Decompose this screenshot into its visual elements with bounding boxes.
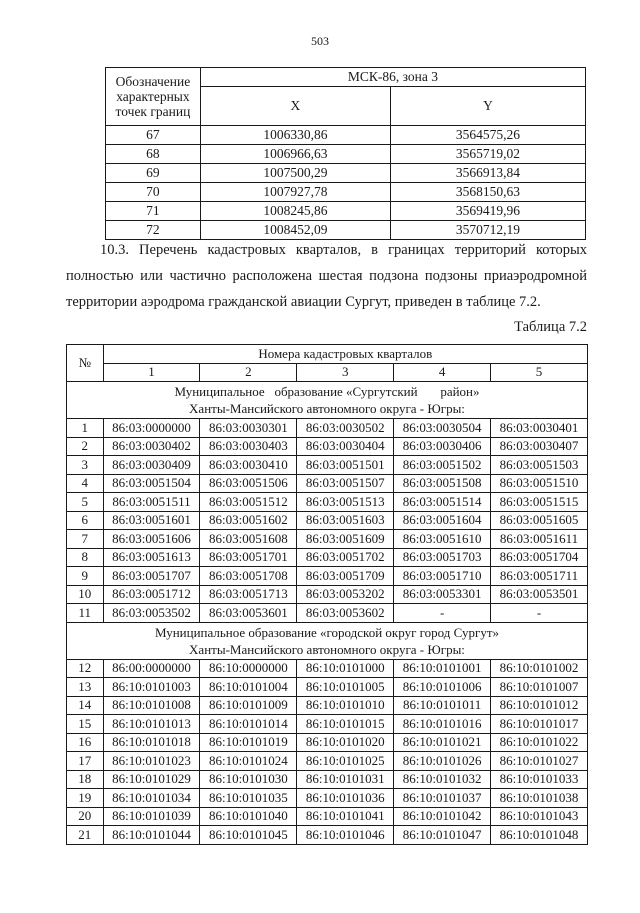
table-row — [67, 789, 588, 808]
table-row — [106, 126, 586, 145]
cadastral-number-cell: 86:03:0051506 — [200, 474, 297, 493]
column-number: 3 — [297, 363, 394, 382]
cadastral-number-cell: 86:03:0051515 — [491, 493, 588, 512]
cadastral-number-cell: 86:03:0051604 — [394, 511, 491, 530]
cadastral-number-cell: 86:10:0101041 — [297, 807, 394, 826]
cadastral-number-cell: 86:03:0053602 — [297, 604, 394, 623]
cadastral-number-cell: 86:03:0051601 — [103, 511, 200, 530]
table-row — [106, 202, 586, 221]
row-number: 4 — [67, 474, 104, 493]
cadastral-number-cell: 86:03:0051501 — [297, 456, 394, 475]
cadastral-number-cell: 86:03:0051710 — [394, 567, 491, 586]
x-cell: 1007927,78 — [200, 183, 390, 202]
cadastral-number-cell: 86:10:0101019 — [200, 733, 297, 752]
cadastral-number-cell: 86:10:0101021 — [394, 733, 491, 752]
cadastral-number-cell: 86:03:0051613 — [103, 548, 200, 567]
paragraph-10-3 — [66, 237, 587, 315]
cadastral-number-cell: 86:03:0051704 — [491, 548, 588, 567]
cadastral-number-cell: 86:03:0030301 — [200, 419, 297, 438]
cadastral-number-cell: 86:00:0000000 — [103, 659, 200, 678]
cadastral-number-cell: 86:10:0101004 — [200, 678, 297, 697]
cadastral-number-cell: - — [491, 604, 588, 623]
table-row — [67, 511, 588, 530]
paragraph-line: территории аэродрома гражданской авиации Сургут, приведен в таблице 7.2. — [66, 294, 541, 310]
table-row — [67, 826, 588, 845]
cadastral-number-cell: 86:10:0101012 — [491, 696, 588, 715]
cadastral-number-cell: 86:10:0101037 — [394, 789, 491, 808]
cadastral-number-cell: 86:10:0101006 — [394, 678, 491, 697]
column-number: 2 — [200, 363, 297, 382]
table-row — [67, 604, 588, 623]
cadastral-number-cell: 86:10:0101035 — [200, 789, 297, 808]
cadastral-number-cell: 86:10:0101003 — [103, 678, 200, 697]
cadastral-number-cell: 86:10:0101042 — [394, 807, 491, 826]
cadastral-number-cell: 86:03:0051512 — [200, 493, 297, 512]
row-number: 13 — [67, 678, 104, 697]
header-x: X — [200, 87, 390, 126]
cadastral-number-cell: 86:10:0101044 — [103, 826, 200, 845]
cadastral-number-cell: 86:03:0030407 — [491, 437, 588, 456]
cadastral-number-cell: 86:10:0101032 — [394, 770, 491, 789]
cadastral-number-cell: 86:03:0051503 — [491, 456, 588, 475]
header-y: Y — [390, 87, 585, 126]
table-row — [67, 585, 588, 604]
x-cell: 1008245,86 — [200, 202, 390, 221]
cadastral-number-cell: 86:03:0051610 — [394, 530, 491, 549]
section-title — [67, 382, 588, 419]
cadastral-number-cell: 86:03:0051508 — [394, 474, 491, 493]
column-numbers-row — [67, 363, 588, 382]
row-number: 8 — [67, 548, 104, 567]
table-row — [67, 807, 588, 826]
y-cell: 3564575,26 — [390, 126, 585, 145]
cadastral-number-cell: 86:10:0101013 — [103, 715, 200, 734]
row-number: 11 — [67, 604, 104, 623]
cadastral-number-cell: 86:10:0101008 — [103, 696, 200, 715]
page-number: 503 — [311, 34, 329, 48]
cadastral-number-cell: 86:03:0030502 — [297, 419, 394, 438]
cadastral-number-cell: 86:03:0051608 — [200, 530, 297, 549]
cadastral-number-cell: 86:10:0101002 — [491, 659, 588, 678]
table-row — [67, 659, 588, 678]
cadastral-number-cell: - — [394, 604, 491, 623]
row-number: 2 — [67, 437, 104, 456]
point-cell: 67 — [106, 126, 201, 145]
coordinates-table-body — [106, 126, 586, 240]
row-number: 21 — [67, 826, 104, 845]
table-row — [106, 164, 586, 183]
cadastral-number-cell: 86:10:0101034 — [103, 789, 200, 808]
table-row — [67, 678, 588, 697]
row-number: 15 — [67, 715, 104, 734]
cadastral-number-cell: 86:10:0101017 — [491, 715, 588, 734]
row-number: 12 — [67, 659, 104, 678]
cadastral-number-cell: 86:03:0051709 — [297, 567, 394, 586]
cadastral-number-cell: 86:03:0030401 — [491, 419, 588, 438]
x-cell: 1008452,09 — [200, 221, 390, 240]
cadastral-number-cell: 86:10:0101000 — [297, 659, 394, 678]
cadastral-number-cell: 86:10:0101045 — [200, 826, 297, 845]
section-title — [67, 622, 588, 659]
row-number: 14 — [67, 696, 104, 715]
cadastral-number-cell: 86:03:0053301 — [394, 585, 491, 604]
x-cell: 1006330,86 — [200, 126, 390, 145]
cadastral-table-body — [67, 382, 588, 845]
row-number: 6 — [67, 511, 104, 530]
cadastral-number-cell: 86:10:0101026 — [394, 752, 491, 771]
cadastral-number-cell: 86:10:0101031 — [297, 770, 394, 789]
cadastral-number-cell: 86:10:0101020 — [297, 733, 394, 752]
cadastral-number-cell: 86:03:0053601 — [200, 604, 297, 623]
cadastral-number-cell: 86:03:0051502 — [394, 456, 491, 475]
row-number: 1 — [67, 419, 104, 438]
section-header-row — [67, 622, 588, 659]
cadastral-number-cell: 86:03:0030404 — [297, 437, 394, 456]
y-cell: 3569419,96 — [390, 202, 585, 221]
cadastral-number-cell: 86:10:0101027 — [491, 752, 588, 771]
cadastral-number-cell: 86:03:0030410 — [200, 456, 297, 475]
section-title-line: Муниципальное образование «Сургутский район» — [174, 384, 480, 399]
cadastral-number-cell: 86:03:0030406 — [394, 437, 491, 456]
row-number: 9 — [67, 567, 104, 586]
cadastral-number-cell: 86:10:0101009 — [200, 696, 297, 715]
row-number: 16 — [67, 733, 104, 752]
cadastral-number-cell: 86:03:0030504 — [394, 419, 491, 438]
table-row — [67, 715, 588, 734]
column-number: 1 — [103, 363, 200, 382]
y-cell: 3565719,02 — [390, 145, 585, 164]
cadastral-number-cell: 86:10:0101005 — [297, 678, 394, 697]
cadastral-number-cell: 86:03:0051513 — [297, 493, 394, 512]
cadastral-number-cell: 86:03:0051701 — [200, 548, 297, 567]
point-cell: 69 — [106, 164, 201, 183]
cadastral-number-cell: 86:10:0101039 — [103, 807, 200, 826]
table-row — [67, 419, 588, 438]
row-number: 20 — [67, 807, 104, 826]
header-system: МСК-86, зона 3 — [200, 68, 585, 87]
cadastral-number-cell: 86:10:0101011 — [394, 696, 491, 715]
cadastral-number-cell: 86:03:0051713 — [200, 585, 297, 604]
cadastral-number-cell: 86:10:0101016 — [394, 715, 491, 734]
y-cell: 3570712,19 — [390, 221, 585, 240]
table-row — [67, 733, 588, 752]
cadastral-number-cell: 86:10:0101007 — [491, 678, 588, 697]
section-title-line: Ханты-Мансийского автономного округа - Югры: — [189, 641, 465, 657]
cadastral-number-cell: 86:10:0101036 — [297, 789, 394, 808]
cadastral-number-cell: 86:03:0051507 — [297, 474, 394, 493]
cadastral-number-cell: 86:03:0051703 — [394, 548, 491, 567]
column-number: 5 — [491, 363, 588, 382]
cadastral-number-cell: 86:10:0101048 — [491, 826, 588, 845]
cadastral-number-cell: 86:03:0053202 — [297, 585, 394, 604]
column-number: 4 — [394, 363, 491, 382]
cadastral-number-cell: 86:10:0101047 — [394, 826, 491, 845]
cadastral-number-cell: 86:03:0000000 — [103, 419, 200, 438]
cadastral-number-cell: 86:03:0030402 — [103, 437, 200, 456]
header-points: Обозначение характерных точек границ — [106, 68, 201, 126]
section-title-line: Муниципальное образование «городской округ город Сургут» — [154, 624, 500, 640]
cadastral-number-cell: 86:10:0101010 — [297, 696, 394, 715]
table-row — [67, 548, 588, 567]
table-row — [67, 752, 588, 771]
table-caption: Таблица 7.2 — [514, 319, 587, 335]
cadastral-number-cell: 86:03:0051712 — [103, 585, 200, 604]
cadastral-number-cell: 86:03:0051510 — [491, 474, 588, 493]
cadastral-number-cell: 86:10:0101046 — [297, 826, 394, 845]
cadastral-number-cell: 86:03:0053501 — [491, 585, 588, 604]
cadastral-number-cell: 86:03:0051602 — [200, 511, 297, 530]
table-row — [67, 493, 588, 512]
row-number: 7 — [67, 530, 104, 549]
cadastral-number-cell: 86:03:0051511 — [103, 493, 200, 512]
row-number: 17 — [67, 752, 104, 771]
cadastral-number-cell: 86:03:0051514 — [394, 493, 491, 512]
header-num: № — [67, 345, 104, 382]
cadastral-quarters-table — [66, 344, 588, 845]
row-number: 18 — [67, 770, 104, 789]
header-title: Номера кадастровых кварталов — [103, 345, 587, 364]
table-row — [106, 183, 586, 202]
cadastral-number-cell: 86:10:0101023 — [103, 752, 200, 771]
table-row — [67, 567, 588, 586]
cadastral-number-cell: 86:03:0051609 — [297, 530, 394, 549]
section-header-row — [67, 382, 588, 419]
cadastral-number-cell: 86:03:0030403 — [200, 437, 297, 456]
cadastral-number-cell: 86:10:0101040 — [200, 807, 297, 826]
cadastral-number-cell: 86:10:0101029 — [103, 770, 200, 789]
cadastral-number-cell: 86:10:0101022 — [491, 733, 588, 752]
y-cell: 3566913,84 — [390, 164, 585, 183]
row-number: 10 — [67, 585, 104, 604]
table-row — [67, 437, 588, 456]
cadastral-number-cell: 86:10:0101001 — [394, 659, 491, 678]
paragraph-line: 10.3. Перечень кадастровых кварталов, в границах территорий которых — [100, 242, 587, 258]
cadastral-number-cell: 86:03:0051711 — [491, 567, 588, 586]
point-cell: 70 — [106, 183, 201, 202]
section-title-line: Ханты-Мансийского автономного округа - Югры: — [189, 401, 465, 416]
cadastral-number-cell: 86:10:0101025 — [297, 752, 394, 771]
cadastral-number-cell: 86:03:0030409 — [103, 456, 200, 475]
cadastral-number-cell: 86:10:0000000 — [200, 659, 297, 678]
cadastral-number-cell: 86:03:0051606 — [103, 530, 200, 549]
row-number: 5 — [67, 493, 104, 512]
cadastral-number-cell: 86:10:0101015 — [297, 715, 394, 734]
table-row — [67, 696, 588, 715]
cadastral-number-cell: 86:03:0051603 — [297, 511, 394, 530]
cadastral-number-cell: 86:10:0101018 — [103, 733, 200, 752]
cadastral-number-cell: 86:03:0051702 — [297, 548, 394, 567]
cadastral-number-cell: 86:03:0051605 — [491, 511, 588, 530]
cadastral-number-cell: 86:10:0101043 — [491, 807, 588, 826]
row-number: 19 — [67, 789, 104, 808]
cadastral-number-cell: 86:10:0101024 — [200, 752, 297, 771]
point-cell: 72 — [106, 221, 201, 240]
cadastral-number-cell: 86:03:0051504 — [103, 474, 200, 493]
point-cell: 68 — [106, 145, 201, 164]
table-row — [67, 474, 588, 493]
row-number: 3 — [67, 456, 104, 475]
table-row — [67, 530, 588, 549]
cadastral-number-cell: 86:10:0101038 — [491, 789, 588, 808]
paragraph-line: полностью или частично расположена шестая подзона подзоны приаэродромной — [66, 268, 587, 284]
coordinates-table — [105, 67, 586, 240]
table-row — [106, 145, 586, 164]
table-row — [67, 456, 588, 475]
y-cell: 3568150,63 — [390, 183, 585, 202]
table-row — [67, 770, 588, 789]
x-cell: 1007500,29 — [200, 164, 390, 183]
cadastral-number-cell: 86:10:0101033 — [491, 770, 588, 789]
cadastral-number-cell: 86:03:0053502 — [103, 604, 200, 623]
point-cell: 71 — [106, 202, 201, 221]
cadastral-number-cell: 86:03:0051611 — [491, 530, 588, 549]
x-cell: 1006966,63 — [200, 145, 390, 164]
cadastral-number-cell: 86:10:0101030 — [200, 770, 297, 789]
cadastral-number-cell: 86:03:0051707 — [103, 567, 200, 586]
cadastral-number-cell: 86:10:0101014 — [200, 715, 297, 734]
cadastral-number-cell: 86:03:0051708 — [200, 567, 297, 586]
